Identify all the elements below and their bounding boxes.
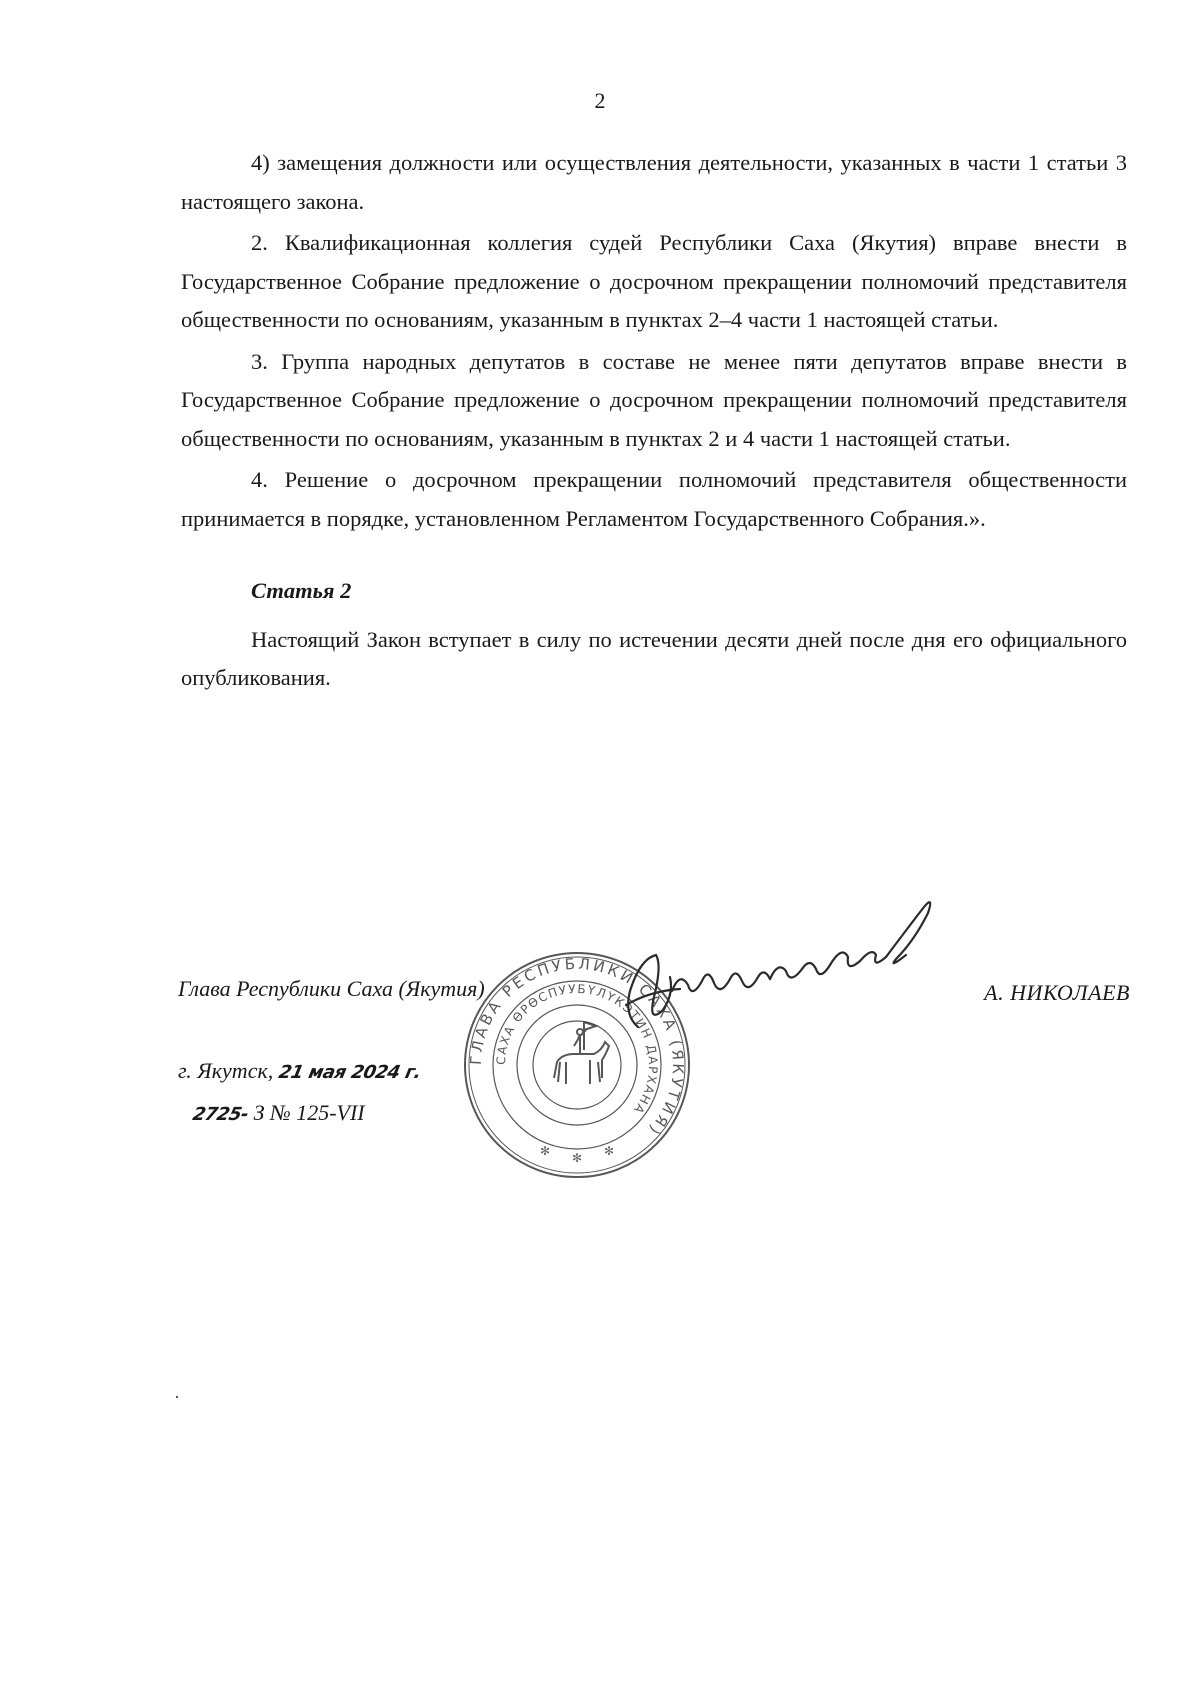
paragraph-part-3: 3. Группа народных депутатов в составе не менее пяти депутатов вправе внести в Государственное Собрание предложение о досрочном прекращении полномочий представителя общественности по основаниям, указанным в пунктах 2 и 4 части 1 настоящей статьи. — [181, 348, 1127, 451]
signatory-title: Глава Республики Саха (Якутия) — [178, 976, 485, 1001]
paragraph-part-4: 4. Решение о досрочном прекращении полномочий представителя общественности принимается в порядке, установленном Регламентом Государственного Собрания.». — [181, 467, 1127, 531]
svg-text:✻: ✻ — [604, 1144, 615, 1158]
svg-text:✻: ✻ — [540, 1144, 551, 1158]
printed-number: З № 125-VII — [253, 1100, 365, 1125]
article-2-heading: Статья 2 — [251, 578, 352, 603]
handwritten-signature-icon — [610, 895, 960, 1055]
paragraph-item-4: 4) замещения должности или осуществления деятельности, указанных в части 1 статьи 3 настоящего закона. — [181, 150, 1127, 214]
svg-text:ГЛАВА РЕСПУБЛИКИ САХА (ЯКУТИЯ): ГЛАВА РЕСПУБЛИКИ САХА (ЯКУТИЯ) — [466, 954, 688, 1141]
place-label: г. Якутск, — [178, 1058, 274, 1083]
svg-text:✻: ✻ — [572, 1151, 583, 1165]
place-and-date — [178, 1058, 423, 1084]
horse-rider-emblem-icon — [554, 1022, 609, 1084]
article-2-text: Настоящий Закон вступает в силу по истечении десяти дней после дня его официального опубликования. — [181, 626, 1127, 690]
svg-text:САХА ӨРӨСПУУБҮЛҮКЭТИН ДАРХАНА: САХА ӨРӨСПУУБҮЛҮКЭТИН ДАРХАНА — [493, 981, 661, 1118]
paragraph-part-2: 2. Квалификационная коллегия судей Республики Саха (Якутия) вправе внести в Государственное Собрание предложение о досрочном прекращении полномочий представителя общественности по основаниям, указанным в пунктах 2–4 части 1 настоящей статьи. — [181, 230, 1127, 332]
handwritten-number: 2725- — [190, 1104, 251, 1125]
law-number — [190, 1100, 365, 1126]
handwritten-date: 21 мая 2024 г. — [276, 1062, 423, 1083]
document-body — [181, 144, 1127, 701]
page-number: 2 — [594, 88, 606, 113]
scan-speck — [176, 1396, 178, 1398]
signatory-name: А. НИКОЛАЕВ — [984, 980, 1130, 1005]
